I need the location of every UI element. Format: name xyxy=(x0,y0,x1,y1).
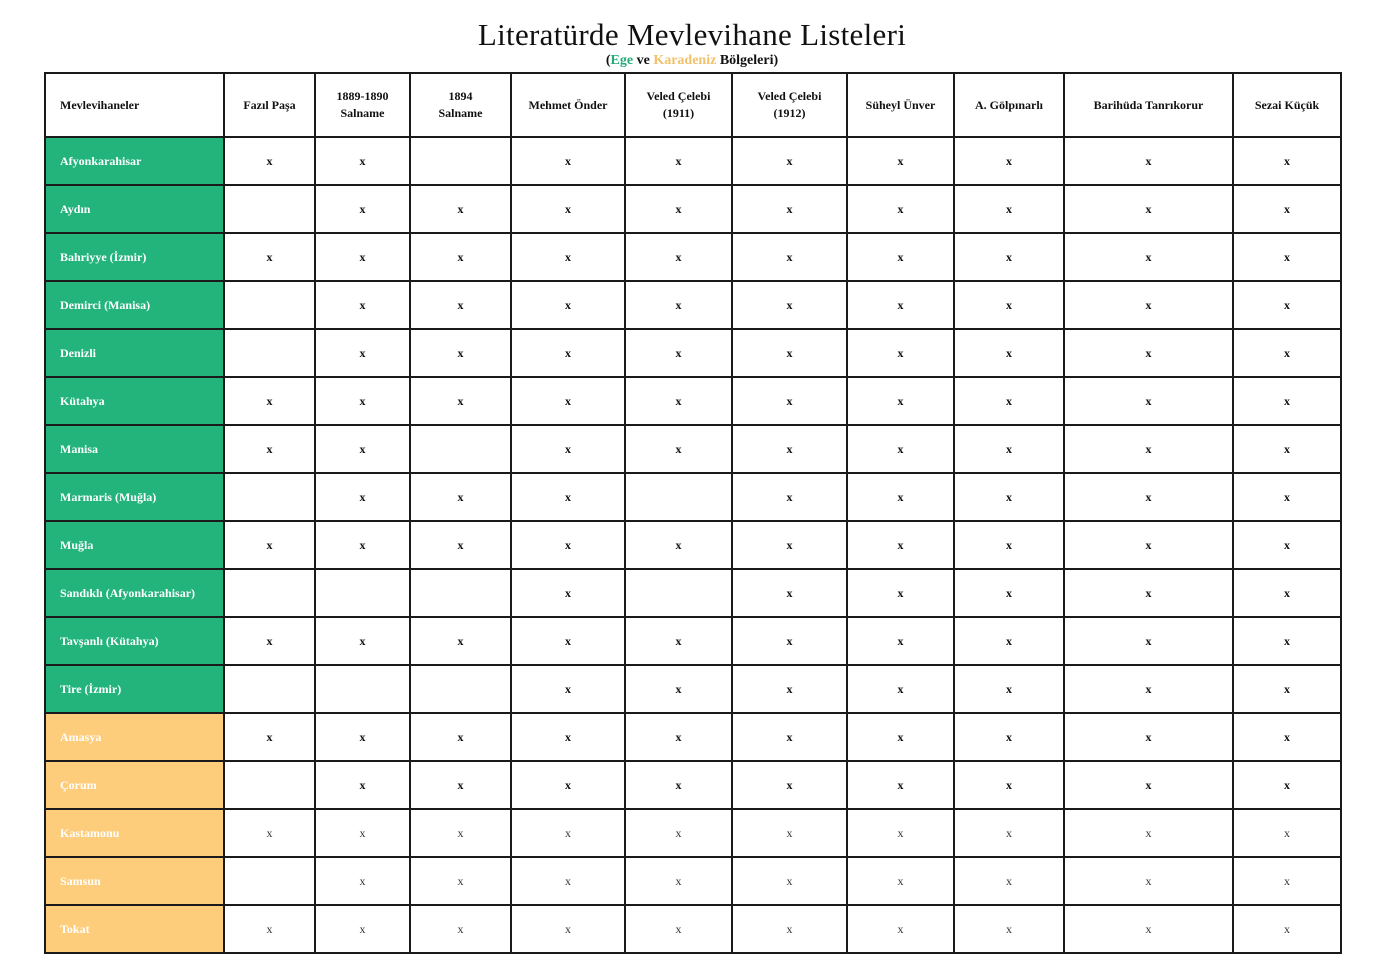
table-cell: x xyxy=(315,857,410,905)
table-cell xyxy=(410,137,511,185)
table-cell: x xyxy=(847,761,954,809)
row-header-ege: Muğla xyxy=(45,521,224,569)
table-cell xyxy=(224,185,315,233)
table-cell: x xyxy=(224,425,315,473)
table-cell: x xyxy=(847,569,954,617)
table-cell: x xyxy=(625,617,732,665)
table-cell: x xyxy=(410,713,511,761)
table-row xyxy=(45,281,1341,329)
table-cell: x xyxy=(954,905,1064,953)
table-cell: x xyxy=(410,281,511,329)
table-cell: x xyxy=(410,377,511,425)
table-cell: x xyxy=(511,857,625,905)
table-cell: x xyxy=(732,617,847,665)
table-row xyxy=(45,857,1341,905)
table-cell: x xyxy=(511,329,625,377)
table-cell: x xyxy=(625,857,732,905)
column-header-line: Mehmet Önder xyxy=(528,97,608,112)
table-cell: x xyxy=(847,713,954,761)
row-header-ege: Bahriyye (İzmir) xyxy=(45,233,224,281)
table-cell: x xyxy=(954,185,1064,233)
column-header-line: Salname xyxy=(438,106,483,120)
table-cell: x xyxy=(732,569,847,617)
table-cell: x xyxy=(511,473,625,521)
table-cell: x xyxy=(1064,665,1233,713)
table-cell: x xyxy=(511,521,625,569)
row-header-karadeniz: Tokat xyxy=(45,905,224,953)
column-header-line: Salname xyxy=(340,106,385,120)
table-cell: x xyxy=(1233,233,1341,281)
table-cell: x xyxy=(847,665,954,713)
row-header-ege: Marmaris (Muğla) xyxy=(45,473,224,521)
table-cell: x xyxy=(410,521,511,569)
column-header xyxy=(954,73,1064,137)
table-cell: x xyxy=(954,329,1064,377)
table-cell: x xyxy=(511,665,625,713)
subtitle-karadeniz: Karadeniz xyxy=(653,53,717,68)
table-cell: x xyxy=(732,281,847,329)
table-cell xyxy=(410,665,511,713)
row-header-karadeniz: Samsun xyxy=(45,857,224,905)
column-header xyxy=(224,73,315,137)
table-cell: x xyxy=(1233,809,1341,857)
table-cell: x xyxy=(1233,905,1341,953)
table-cell: x xyxy=(625,665,732,713)
table-row xyxy=(45,665,1341,713)
table-cell: x xyxy=(1233,761,1341,809)
table-cell: x xyxy=(1233,329,1341,377)
table-cell: x xyxy=(732,425,847,473)
table-cell xyxy=(625,569,732,617)
table-cell: x xyxy=(732,377,847,425)
table-cell: x xyxy=(1064,473,1233,521)
table-cell: x xyxy=(847,617,954,665)
table-cell: x xyxy=(847,233,954,281)
table-row xyxy=(45,329,1341,377)
table-cell: x xyxy=(224,137,315,185)
table-cell xyxy=(224,569,315,617)
table-cell: x xyxy=(511,905,625,953)
table-cell: x xyxy=(1064,521,1233,569)
table-cell: x xyxy=(315,425,410,473)
table-cell: x xyxy=(732,905,847,953)
subtitle-ege: Ege xyxy=(610,53,634,68)
table-cell: x xyxy=(847,905,954,953)
table-cell: x xyxy=(315,905,410,953)
table-cell: x xyxy=(315,137,410,185)
table-cell: x xyxy=(224,809,315,857)
column-header-line: Fazıl Paşa xyxy=(243,97,296,112)
table-cell: x xyxy=(315,809,410,857)
subtitle-ve: ve xyxy=(633,53,654,68)
table-cell: x xyxy=(954,713,1064,761)
table-cell: x xyxy=(1233,473,1341,521)
row-header-ege: Tire (İzmir) xyxy=(45,665,224,713)
table-cell: x xyxy=(625,521,732,569)
subtitle-open: ( xyxy=(605,53,611,68)
row-header-ege: Manisa xyxy=(45,425,224,473)
table-cell: x xyxy=(625,185,732,233)
table-cell: x xyxy=(625,377,732,425)
table-cell: x xyxy=(224,713,315,761)
table-cell: x xyxy=(315,329,410,377)
table-cell: x xyxy=(954,617,1064,665)
table-cell: x xyxy=(224,905,315,953)
table-cell: x xyxy=(1064,761,1233,809)
table-row xyxy=(45,569,1341,617)
table-cell: x xyxy=(625,425,732,473)
row-header-ege: Aydın xyxy=(45,185,224,233)
table-row xyxy=(45,809,1341,857)
table-row xyxy=(45,761,1341,809)
row-header-ege: Demirci (Manisa) xyxy=(45,281,224,329)
subtitle-rest: Bölgeleri) xyxy=(716,53,779,68)
table-cell: x xyxy=(315,473,410,521)
table-cell: x xyxy=(847,857,954,905)
table-cell: x xyxy=(315,761,410,809)
table-cell: x xyxy=(625,809,732,857)
table-cell: x xyxy=(1064,185,1233,233)
table-cell: x xyxy=(847,521,954,569)
table-cell: x xyxy=(511,137,625,185)
column-header-line: (1911) xyxy=(662,106,695,120)
table-cell: x xyxy=(1064,425,1233,473)
table-cell xyxy=(224,281,315,329)
page-title: Literatürde Mevlevihane Listeleri xyxy=(477,17,907,52)
table-row xyxy=(45,905,1341,953)
table-cell: x xyxy=(224,521,315,569)
table-cell: x xyxy=(410,857,511,905)
table-cell: x xyxy=(732,329,847,377)
table-cell: x xyxy=(1064,857,1233,905)
row-header-karadeniz: Çorum xyxy=(45,761,224,809)
table-cell: x xyxy=(410,809,511,857)
table-cell: x xyxy=(847,377,954,425)
table-cell: x xyxy=(511,617,625,665)
column-header xyxy=(625,73,732,137)
table-cell: x xyxy=(315,185,410,233)
table-cell: x xyxy=(410,233,511,281)
table-cell: x xyxy=(732,137,847,185)
table-cell: x xyxy=(954,281,1064,329)
table-cell: x xyxy=(625,137,732,185)
table-cell: x xyxy=(732,761,847,809)
column-header-line: (1912) xyxy=(773,106,806,120)
table-cell: x xyxy=(954,569,1064,617)
table-cell: x xyxy=(410,329,511,377)
table-cell: x xyxy=(1064,617,1233,665)
column-header xyxy=(1064,73,1233,137)
table-cell: x xyxy=(1233,665,1341,713)
table-cell: x xyxy=(847,809,954,857)
table-cell: x xyxy=(511,425,625,473)
row-header-ege: Kütahya xyxy=(45,377,224,425)
table-cell: x xyxy=(1064,281,1233,329)
table-cell: x xyxy=(954,233,1064,281)
column-header xyxy=(847,73,954,137)
row-header-ege: Sandıklı (Afyonkarahisar) xyxy=(45,569,224,617)
table-cell: x xyxy=(732,185,847,233)
table-cell: x xyxy=(732,809,847,857)
table-cell: x xyxy=(625,713,732,761)
table-cell: x xyxy=(954,521,1064,569)
page-subtitle xyxy=(0,52,1384,70)
table-cell: x xyxy=(224,233,315,281)
table-cell: x xyxy=(732,521,847,569)
table-cell: x xyxy=(410,905,511,953)
table-cell: x xyxy=(847,473,954,521)
table-cell: x xyxy=(954,809,1064,857)
table-cell xyxy=(315,665,410,713)
row-header-ege: Afyonkarahisar xyxy=(45,137,224,185)
table-cell: x xyxy=(315,521,410,569)
table-cell: x xyxy=(315,233,410,281)
table-row xyxy=(45,521,1341,569)
table-cell: x xyxy=(625,281,732,329)
table-cell: x xyxy=(954,857,1064,905)
table-cell: x xyxy=(315,713,410,761)
table-cell: x xyxy=(1064,377,1233,425)
table-cell: x xyxy=(847,185,954,233)
table-cell: x xyxy=(732,857,847,905)
column-header xyxy=(315,73,410,137)
table-cell: x xyxy=(315,617,410,665)
table-cell: x xyxy=(1233,425,1341,473)
table-cell: x xyxy=(1064,329,1233,377)
table-cell xyxy=(410,569,511,617)
table-cell: x xyxy=(1064,569,1233,617)
table-cell: x xyxy=(847,281,954,329)
column-header xyxy=(511,73,625,137)
table-cell: x xyxy=(954,425,1064,473)
row-header-karadeniz: Amasya xyxy=(45,713,224,761)
column-header-line: A. Gölpınarlı xyxy=(974,97,1043,112)
table-cell xyxy=(224,761,315,809)
table-cell: x xyxy=(625,761,732,809)
table-cell: x xyxy=(511,185,625,233)
table-cell xyxy=(625,473,732,521)
table-cell xyxy=(315,569,410,617)
table-body xyxy=(45,137,1341,953)
table-row xyxy=(45,377,1341,425)
table-cell: x xyxy=(511,233,625,281)
table-cell: x xyxy=(732,473,847,521)
table-cell: x xyxy=(847,329,954,377)
table-cell: x xyxy=(625,233,732,281)
table-row xyxy=(45,713,1341,761)
table-cell: x xyxy=(1064,905,1233,953)
corner-header: Mevlevihaneler xyxy=(45,73,224,137)
table-cell: x xyxy=(732,233,847,281)
row-header-karadeniz: Kastamonu xyxy=(45,809,224,857)
table-cell: x xyxy=(1233,377,1341,425)
table-cell xyxy=(224,473,315,521)
table-cell: x xyxy=(1233,521,1341,569)
table-cell: x xyxy=(1064,713,1233,761)
table-cell: x xyxy=(1064,809,1233,857)
table-cell: x xyxy=(224,617,315,665)
column-header xyxy=(1233,73,1341,137)
table-row xyxy=(45,617,1341,665)
table-row xyxy=(45,425,1341,473)
table-cell xyxy=(224,329,315,377)
table-cell: x xyxy=(1233,281,1341,329)
table-cell xyxy=(410,425,511,473)
table-cell: x xyxy=(1064,233,1233,281)
table-cell: x xyxy=(224,377,315,425)
table-cell xyxy=(224,857,315,905)
column-header-line: 1889-1890 xyxy=(336,89,389,103)
table-cell: x xyxy=(511,569,625,617)
mevlevihane-table xyxy=(44,72,1342,954)
column-header-line: 1894 xyxy=(448,89,473,103)
table-cell: x xyxy=(511,713,625,761)
table-cell: x xyxy=(847,137,954,185)
table-cell: x xyxy=(410,473,511,521)
table-cell: x xyxy=(954,377,1064,425)
table-cell: x xyxy=(732,665,847,713)
table-cell: x xyxy=(511,281,625,329)
table-cell: x xyxy=(511,377,625,425)
table-row xyxy=(45,185,1341,233)
column-header-line: Barihüda Tanrıkorur xyxy=(1093,97,1204,112)
table-cell: x xyxy=(1233,569,1341,617)
column-header-line: Veled Çelebi xyxy=(757,89,822,103)
table-cell: x xyxy=(1064,137,1233,185)
column-header-line: Veled Çelebi xyxy=(646,89,711,103)
table-cell: x xyxy=(954,665,1064,713)
table-cell xyxy=(224,665,315,713)
table-cell: x xyxy=(410,761,511,809)
table-cell: x xyxy=(1233,713,1341,761)
table-cell: x xyxy=(1233,617,1341,665)
table-cell: x xyxy=(625,329,732,377)
table-cell: x xyxy=(1233,137,1341,185)
table-cell: x xyxy=(511,761,625,809)
table-cell: x xyxy=(954,473,1064,521)
column-header xyxy=(410,73,511,137)
column-header xyxy=(732,73,847,137)
row-header-ege: Denizli xyxy=(45,329,224,377)
table-row xyxy=(45,473,1341,521)
table-cell: x xyxy=(1233,857,1341,905)
table-cell: x xyxy=(954,761,1064,809)
table-cell: x xyxy=(315,377,410,425)
table-row xyxy=(45,137,1341,185)
table-cell: x xyxy=(732,713,847,761)
row-header-ege: Tavşanlı (Kütahya) xyxy=(45,617,224,665)
column-header-line: Sezai Küçük xyxy=(1254,97,1320,112)
table-cell: x xyxy=(315,281,410,329)
table-cell: x xyxy=(847,425,954,473)
table-cell: x xyxy=(954,137,1064,185)
column-header-line: Süheyl Ünver xyxy=(865,97,936,112)
table-cell: x xyxy=(410,617,511,665)
table-row xyxy=(45,233,1341,281)
table-cell: x xyxy=(410,185,511,233)
header-row xyxy=(45,73,1341,137)
table-cell: x xyxy=(625,905,732,953)
table-cell: x xyxy=(511,809,625,857)
table-cell: x xyxy=(1233,185,1341,233)
